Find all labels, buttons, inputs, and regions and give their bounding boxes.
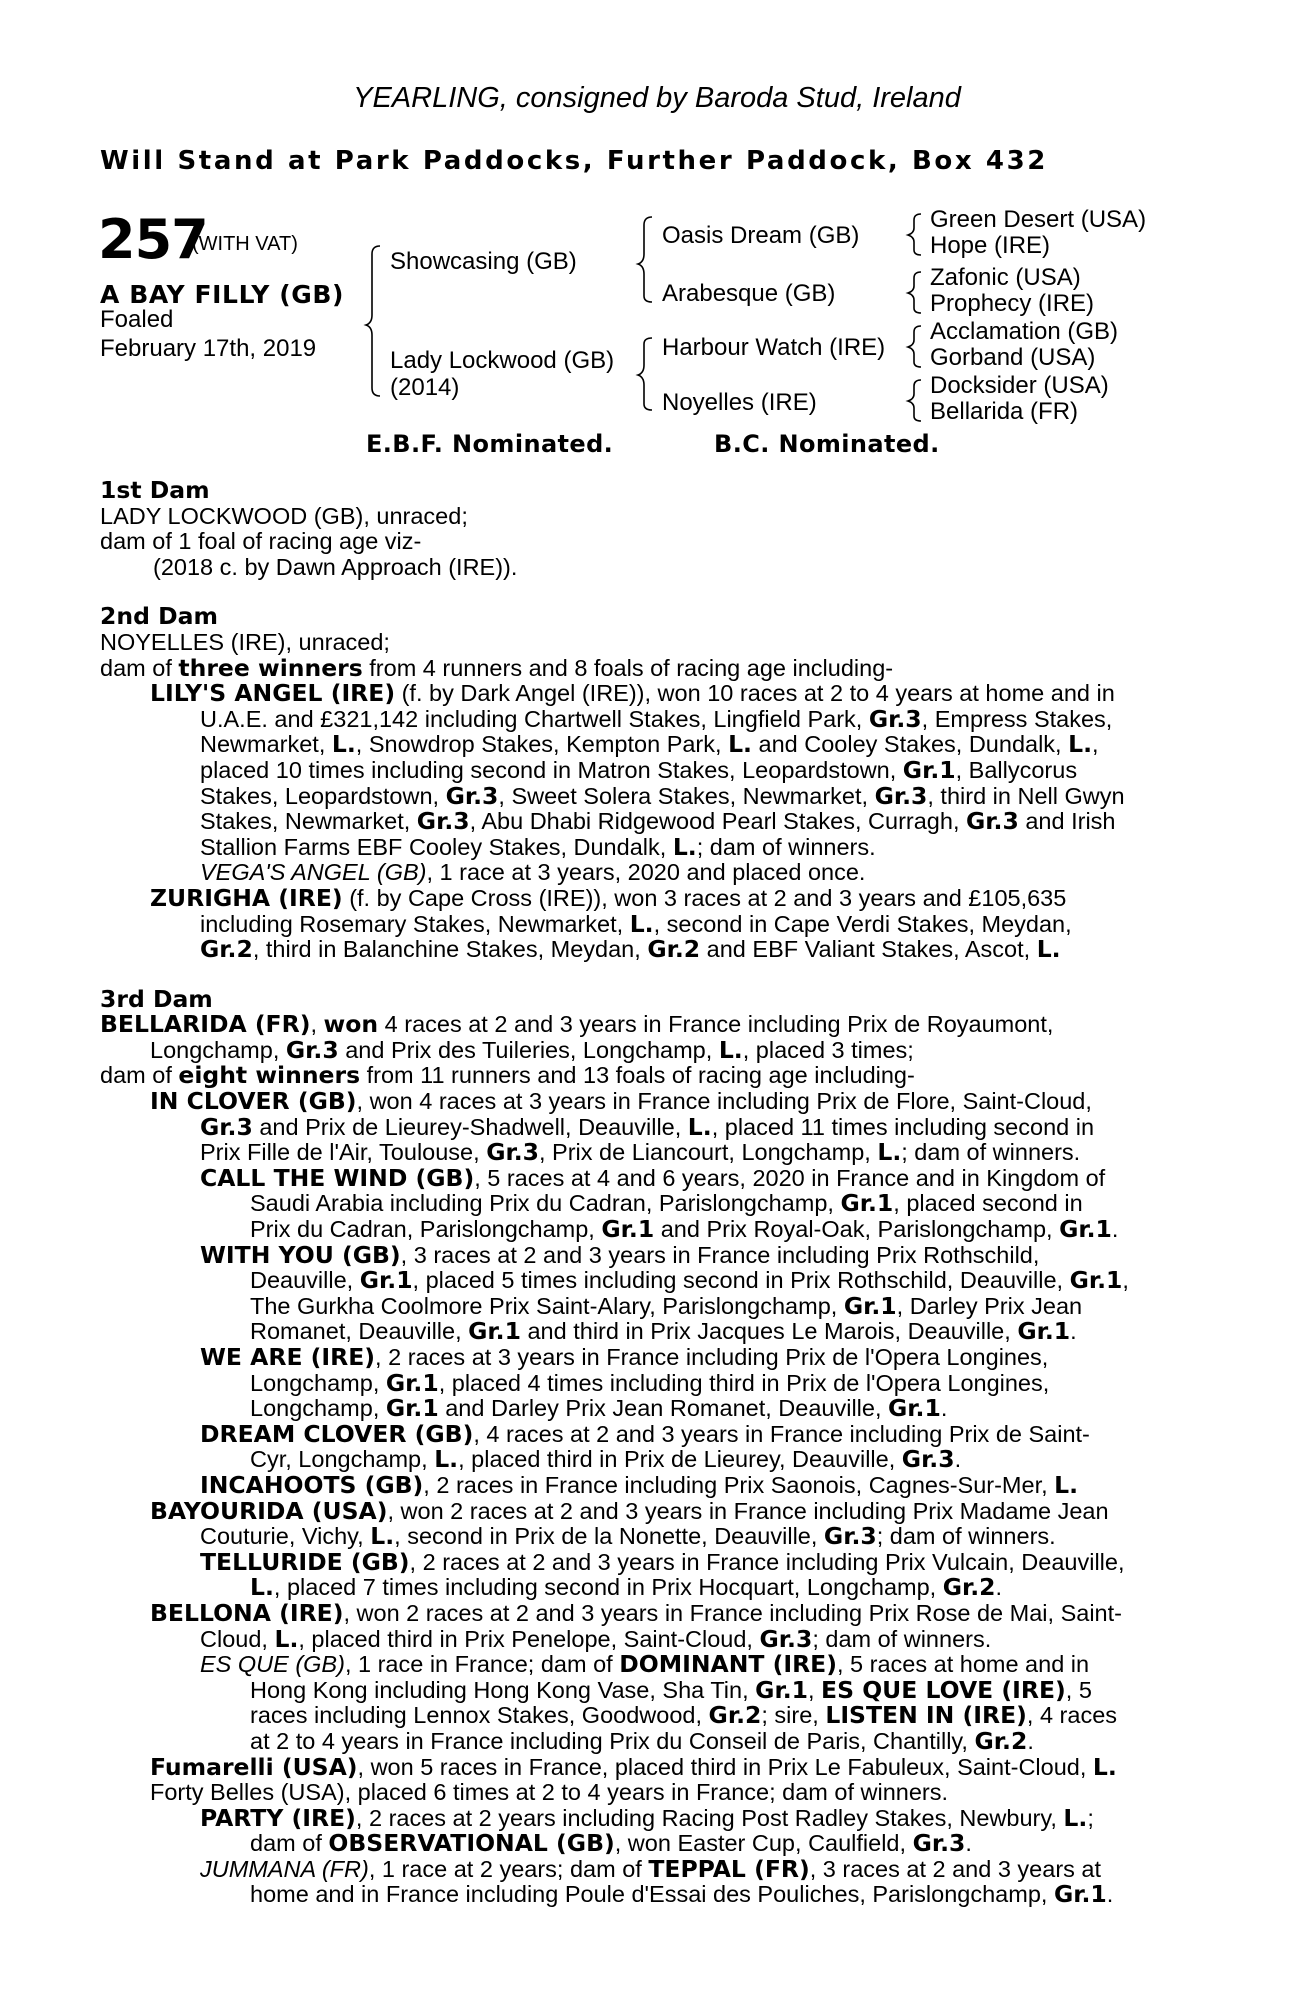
lot-number: 257 bbox=[98, 208, 208, 271]
first-dam-heading: 1st Dam bbox=[100, 476, 210, 504]
first-dam-line: (2018 c. by Dawn Approach (IRE)). bbox=[153, 553, 518, 580]
vat-note: (WITH VAT) bbox=[192, 233, 298, 255]
second-dam-intro: dam of three winners from 4 runners and 8 foals of racing age including- bbox=[100, 653, 894, 682]
ebf-nominated: E.B.F. Nominated. bbox=[366, 430, 614, 458]
dam: Lady Lockwood (GB) bbox=[390, 347, 615, 374]
foaled-date: February 17th, 2019 bbox=[100, 335, 317, 362]
gen3-6: Gorband (USA) bbox=[930, 344, 1096, 371]
sire: Showcasing (GB) bbox=[390, 248, 577, 275]
horse-name: A BAY FILLY (GB) bbox=[100, 280, 345, 309]
consignor-line: YEARLING, consigned by Baroda Stud, Ireland bbox=[353, 82, 961, 114]
gen3-2: Hope (IRE) bbox=[930, 232, 1051, 259]
gen3-7: Docksider (USA) bbox=[930, 372, 1109, 399]
catalogue-body: 1st Dam LADY LOCKWOOD (GB), unraced; dam of 1 foal of racing age viz- (2018 c. by Dawn Approach (IRE)). 2nd Dam NOYELLES (IRE), unraced; dam of three winners from 4 runners and 8 foals of racing age including- LILY'S ANGEL (IRE) (f. by Dark Angel (IRE)), won 10 races at 2 to 4 years at home and in U.A.E. and £321,142 including Chartwell Stakes, Lingfield Park, Gr.3, Empress Stakes, Newmarket, L., Snowdrop Stakes, Kempton Park, L. and Cooley Stakes, Dundalk, L., placed 10 times including second in Matron Stakes, Leopardstown, Gr.1, Ballycorus Stakes, Leopardstown, Gr.3, Sweet Solera Stakes, Newmarket, Gr.3, third in Nell Gwyn Stakes, Newmarket, Gr.3, Abu Dhabi Ridgewood Pearl Stakes, Curragh, Gr.3 and Irish Stallion Farms EBF Cooley Stakes, Dundalk, L.; dam of winners. VEGA'S ANGEL (GB), 1 race at 3 years, 2020 and placed once. ZURIGHA (IRE) (f. by Cape Cross (IRE)), won 3 races at 2 and 3 years and £105,635 including Rosemary Stakes, Newmarket, L., second in Cape Verdi Stakes, Meydan, Gr.2, third in Balanchine Stakes, Meydan, Gr.2 and EBF Valiant Stakes, Ascot, L. 3rd Dam BELLARIDA (FR), won 4 races at 2 and 3 years in France including Prix de Royaumont, Longchamp, Gr.3 and Prix des Tuileries, Longchamp, L., placed 3 times; dam of eight winners from 11 runners and 13 foals of racing age including- IN CLOVER (GB), won 4 races at 3 years in France including Prix de Flore, Saint-Cloud, Gr.3 and Prix de Lieurey-Shadwell, Deauville, L., placed 11 times including second in Prix Fille de l'Air, Toulouse, Gr.3, Prix de Liancourt, Longchamp, L.; dam of winners. CALL THE WIND (GB), 5 races at 4 and 6 years, 2020 in France and in Kingdom of Saudi Arabia including Prix du Cadran, Parislongchamp, Gr.1, placed second in Prix du Cadran, Parislongchamp, Gr.1 and Prix Royal-Oak, Parislongchamp, Gr.1. WITH YOU (GB), 3 races at 2 and 3 years in France including Prix Rothschild, Deauville, Gr.1, placed 5 times including second in Prix Rothschild, Deauville, Gr.1, The Gurkha Coolmore Prix Saint-Alary, Parislongchamp, Gr.1, Darley Prix Jean Romanet, Deauville, Gr.1 and third in Prix Jacques Le Marois, Deauville, Gr.1. WE ARE (IRE), 2 races at 3 years in France including Prix de l'Opera Longines, Longchamp, Gr.1, placed 4 times including third in Prix de l'Opera Longines, Longchamp, Gr.1 and Darley Prix Jean Romanet, Deauville, Gr.1. DREAM CLOVER (GB), 4 races at 2 and 3 years in France including Prix de Saint- Cyr, Longchamp, L., placed third in Prix de Lieurey, Deauville, Gr.3. INCAHOOTS (GB), 2 races in France including Prix Saonois, Cagnes-Sur-Mer, L. BAYOURIDA (USA), won 2 races at 2 and 3 years in France including Prix Madame Jean Couturie, Vichy, L., second in Prix de la Nonette, Deauville, Gr.3; dam of winners. TELLURIDE (GB), 2 races at 2 and 3 years in France including Prix Vulcain, Deauville, L., placed 7 times including second in Prix Hocquart, Longchamp, Gr.2. BELLONA (IRE), won 2 races at 2 and 3 years in France including Prix Rose de Mai, Saint- Cloud, L., placed third in Prix Penelope, Saint-Cloud, Gr.3; dam of winners. ES QUE (GB), 1 race in France; dam of DOMINANT (IRE), 5 races at home and in Hong Kong including Hong Kong Vase, Sha Tin, Gr.1, ES QUE LOVE (IRE), 5 races including Lennox Stakes, Goodwood, Gr.2; sire, LISTEN IN (IRE), 4 races at 2 to 4 years in France including Prix du Conseil de Paris, Chantilly, Gr.2. Fumarelli (USA), won 5 races in France, placed third in Prix Le Fabuleux, Saint-Cloud, L. Forty Belles (USA), placed 6 times at 2 to 4 years in France; dam of winners. PARTY (IRE), 2 races at 2 years including Racing Post Radley Stakes, Newbury, L.; dam of OBSERVATIONAL (GB), won Easter Cup, Caulfield, Gr.3. JUMMANA (FR), 1 race at 2 years; dam of TEPPAL (FR), 3 races at 2 and 3 years at home and in France including Poule d'Essai des Pouliches, Parislongchamp, Gr.1. bbox=[100, 478, 1205, 1908]
foaled-label: Foaled bbox=[100, 306, 174, 333]
first-dam-line: LADY LOCKWOOD (GB), unraced; bbox=[100, 502, 468, 529]
sire-sire: Oasis Dream (GB) bbox=[662, 222, 860, 249]
gen3-8: Bellarida (FR) bbox=[930, 398, 1079, 425]
dam-dam: Noyelles (IRE) bbox=[662, 389, 817, 416]
produce-entry: LILY'S ANGEL (IRE) (f. by Dark Angel (IRE)), won 10 races at 2 to 4 years at home and in U.A.E. and £321,142 including Chartwell Stakes, Lingfield Park, Gr.3, Empress Stakes, Newmarket, L., Snowdrop Stakes, Kempton Park, L. and Cooley Stakes, Dundalk, L., placed 10 times including second in Matron Stakes, Leopardstown, Gr.1, Ballycorus Stakes, Leopardstown, Gr.3, Sweet Solera Stakes, Newmarket, Gr.3, third in Nell Gwyn Stakes, Newmarket, Gr.3, Abu Dhabi Ridgewood Pearl Stakes, Curragh, Gr.3 and Irish Stallion Farms EBF Cooley Stakes, Dundalk, L.; dam of winners. VEGA'S ANGEL (GB), 1 race at 3 years, 2020 and placed once. bbox=[150, 679, 1125, 886]
stand-location: Will Stand at Park Paddocks, Further Paddock, Box 432 bbox=[100, 146, 1048, 176]
produce-entry: Fumarelli (USA), won 5 races in France, placed third in Prix Le Fabuleux, Saint-Cloud, L. Forty Belles (USA), placed 6 times at 2 to 4 years in France; dam of winners. PARTY (IRE), 2 races at 2 years including Racing Post Radley Stakes, Newbury, L.; dam of OBSERVATIONAL (GB), won Easter Cup, Caulfield, Gr.3. JUMMANA (FR), 1 race at 2 years; dam of TEPPAL (FR), 3 races at 2 and 3 years at home and in France including Poule d'Essai des Pouliches, Parislongchamp, Gr.1. bbox=[150, 1752, 1117, 1909]
dam-year: (2014) bbox=[390, 374, 460, 401]
gen3-4: Prophecy (IRE) bbox=[930, 290, 1095, 317]
bc-nominated: B.C. Nominated. bbox=[714, 430, 940, 458]
gen3-1: Green Desert (USA) bbox=[930, 206, 1147, 233]
third-dam-intro: BELLARIDA (FR), won 4 races at 2 and 3 years in France including Prix de Royaumont, bbox=[100, 1010, 1054, 1039]
produce-entry: BELLONA (IRE), won 2 races at 2 and 3 years in France including Prix Rose de Mai, Saint- Cloud, L., placed third in Prix Penelope, Saint-Cloud, Gr.3; dam of winners. ES QUE (GB), 1 race in France; dam of DOMINANT (IRE), 5 races at home and in Hong Kong including Hong Kong Vase, Sha Tin, Gr.1, ES QUE LOVE (IRE), 5 races including Lennox Stakes, Goodwood, Gr.2; sire, LISTEN IN (IRE), 4 races at 2 to 4 years in France including Prix du Conseil de Paris, Chantilly, Gr.2. bbox=[150, 1598, 1122, 1755]
first-dam-line: dam of 1 foal of racing age viz- bbox=[100, 528, 422, 555]
produce-entry: IN CLOVER (GB), won 4 races at 3 years in France including Prix de Flore, Saint-Cloud, Gr.3 and Prix de Lieurey-Shadwell, Deauville, L., placed 11 times including second in Prix Fille de l'Air, Toulouse, Gr.3, Prix de Liancourt, Longchamp, L.; dam of winners. CALL THE WIND (GB), 5 races at 4 and 6 years, 2020 in France and in Kingdom of Saudi Arabia including Prix du Cadran, Parislongchamp, Gr.1, placed second in Prix du Cadran, Parislongchamp, Gr.1 and Prix Royal-Oak, Parislongchamp, Gr.1. WITH YOU (GB), 3 races at 2 and 3 years in France including Prix Rothschild, Deauville, Gr.1, placed 5 times including second in Prix Rothschild, Deauville, Gr.1, The Gurkha Coolmore Prix Saint-Alary, Parislongchamp, Gr.1, Darley Prix Jean Romanet, Deauville, Gr.1 and third in Prix Jacques Le Marois, Deauville, Gr.1. WE ARE (IRE), 2 races at 3 years in France including Prix de l'Opera Longines, Longchamp, Gr.1, placed 4 times including third in Prix de l'Opera Longines, Longchamp, Gr.1 and Darley Prix Jean Romanet, Deauville, Gr.1. DREAM CLOVER (GB), 4 races at 2 and 3 years in France including Prix de Saint- Cyr, Longchamp, L., placed third in Prix de Lieurey, Deauville, Gr.3. INCAHOOTS (GB), 2 races in France including Prix Saonois, Cagnes-Sur-Mer, L. bbox=[150, 1087, 1129, 1499]
gen3-5: Acclamation (GB) bbox=[930, 318, 1119, 345]
sire-dam: Arabesque (GB) bbox=[662, 280, 836, 307]
third-dam-heading: 3rd Dam bbox=[100, 984, 213, 1013]
dam-sire: Harbour Watch (IRE) bbox=[662, 334, 886, 361]
gen3-3: Zafonic (USA) bbox=[930, 264, 1081, 291]
second-dam-heading: 2nd Dam bbox=[100, 602, 218, 631]
produce-entry: BAYOURIDA (USA), won 2 races at 2 and 3 years in France including Prix Madame Jean Couturie, Vichy, L., second in Prix de la Nonette, Deauville, Gr.3; dam of winners. TELLURIDE (GB), 2 races at 2 and 3 years in France including Prix Vulcain, Deauville, L., placed 7 times including second in Prix Hocquart, Longchamp, Gr.2. bbox=[150, 1496, 1125, 1602]
produce-entry: ZURIGHA (IRE) (f. by Cape Cross (IRE)), won 3 races at 2 and 3 years and £105,635 including Rosemary Stakes, Newmarket, L., second in Cape Verdi Stakes, Meydan, Gr.2, third in Balanchine Stakes, Meydan, Gr.2 and EBF Valiant Stakes, Ascot, L. bbox=[150, 883, 1072, 964]
second-dam-intro: NOYELLES (IRE), unraced; bbox=[100, 628, 390, 655]
